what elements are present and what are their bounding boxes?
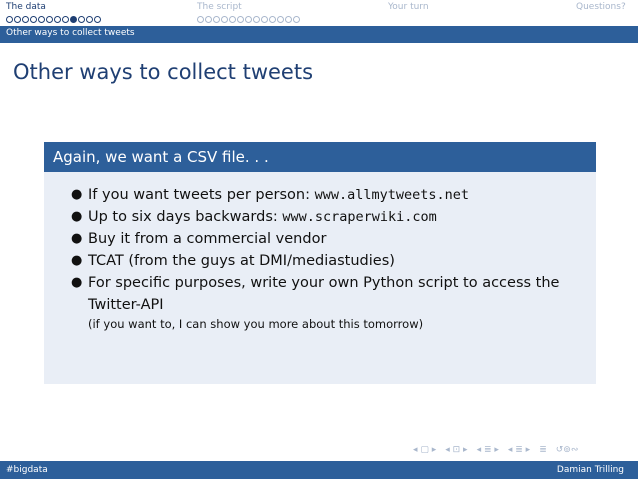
slide-dot[interactable] bbox=[269, 16, 276, 23]
slide-dot[interactable] bbox=[22, 16, 29, 23]
frame-title: Other ways to collect tweets bbox=[13, 60, 314, 84]
slide-dot[interactable] bbox=[213, 16, 220, 23]
slide-dot[interactable] bbox=[245, 16, 252, 23]
nav-section-your-turn[interactable] bbox=[388, 0, 429, 26]
slide-dot[interactable] bbox=[277, 16, 284, 23]
nav-align-icon[interactable]: ≣ bbox=[539, 445, 547, 455]
item-text: Buy it from a commercial vendor bbox=[88, 231, 327, 247]
item-text: If you want tweets per person: bbox=[88, 187, 315, 203]
footer-bar bbox=[0, 461, 638, 479]
nav-section-title[interactable]: The script bbox=[197, 2, 242, 12]
slide-dot[interactable] bbox=[38, 16, 45, 23]
footer-author: Damian Trilling bbox=[556, 465, 624, 475]
item-url: www.scraperwiki.com bbox=[282, 209, 437, 225]
nav-subsection-icon[interactable]: ◂ ⊡ ▸ bbox=[445, 445, 468, 455]
nav-frame-icon[interactable]: ◂ ▢ ▸ bbox=[413, 445, 437, 455]
list-item bbox=[44, 272, 596, 332]
slide-dot[interactable] bbox=[14, 16, 21, 23]
slide-dot[interactable] bbox=[46, 16, 53, 23]
section-navigation bbox=[0, 0, 638, 26]
slide-dot[interactable] bbox=[70, 16, 77, 23]
list-item bbox=[44, 250, 596, 272]
slide-dot[interactable] bbox=[237, 16, 244, 23]
slide-dot[interactable] bbox=[197, 16, 204, 23]
bullet-icon: ● bbox=[71, 253, 83, 268]
nav-section-the-script[interactable] bbox=[197, 0, 300, 26]
subsection-bar bbox=[0, 26, 638, 43]
nav-document-icon[interactable]: ◂ ≣ ▸ bbox=[507, 445, 531, 455]
slide-dot[interactable] bbox=[261, 16, 268, 23]
subsection-title: Other ways to collect tweets bbox=[6, 28, 135, 38]
bullet-icon: ● bbox=[71, 231, 83, 246]
slide-dot[interactable] bbox=[86, 16, 93, 23]
item-url: www.allmytweets.net bbox=[314, 187, 470, 203]
item-note: (if you want to, I can show you more about this tomorrow) bbox=[88, 317, 424, 331]
slide-dot[interactable] bbox=[54, 16, 61, 23]
item-text: Up to six days backwards: bbox=[88, 209, 283, 225]
slide-dot[interactable] bbox=[285, 16, 292, 23]
slide-dots bbox=[197, 15, 300, 23]
nav-section-icon[interactable]: ◂ ≣ ▸ bbox=[476, 445, 499, 455]
slide-dot[interactable] bbox=[62, 16, 69, 23]
content-block bbox=[44, 142, 596, 384]
slide-dot[interactable] bbox=[221, 16, 228, 23]
block-header bbox=[44, 142, 596, 172]
slide-dot[interactable] bbox=[205, 16, 212, 23]
footer-tag: #bigdata bbox=[6, 465, 48, 475]
beamer-navigation-symbols bbox=[413, 445, 578, 455]
nav-section-title[interactable]: Your turn bbox=[388, 2, 429, 12]
item-text: TCAT (from the guys at DMI/mediastudies) bbox=[88, 253, 395, 269]
bullet-icon: ● bbox=[71, 275, 83, 290]
item-text: For specific purposes, write your own Python script to access the Twitter-API bbox=[88, 275, 560, 313]
nav-section-the-data[interactable] bbox=[6, 0, 101, 26]
list-item bbox=[44, 206, 596, 228]
nav-search-icon[interactable]: ↺⊚∾ bbox=[555, 445, 579, 455]
nav-section-title[interactable]: The data bbox=[6, 2, 46, 12]
slide-dot[interactable] bbox=[6, 16, 13, 23]
slide-dot[interactable] bbox=[94, 16, 101, 23]
slide-dot[interactable] bbox=[78, 16, 85, 23]
nav-section-questions[interactable] bbox=[576, 0, 626, 26]
slide-dots bbox=[6, 15, 101, 23]
list-item bbox=[44, 228, 596, 250]
slide-dot[interactable] bbox=[253, 16, 260, 23]
block-title: Again, we want a CSV file. . . bbox=[53, 148, 269, 166]
slide-dot[interactable] bbox=[30, 16, 37, 23]
slide-dot[interactable] bbox=[229, 16, 236, 23]
list-item bbox=[44, 184, 596, 206]
bullet-icon: ● bbox=[71, 209, 83, 224]
bullet-list bbox=[44, 184, 596, 332]
bullet-icon: ● bbox=[71, 187, 83, 202]
slide-dot[interactable] bbox=[293, 16, 300, 23]
nav-section-title[interactable]: Questions? bbox=[576, 2, 626, 12]
